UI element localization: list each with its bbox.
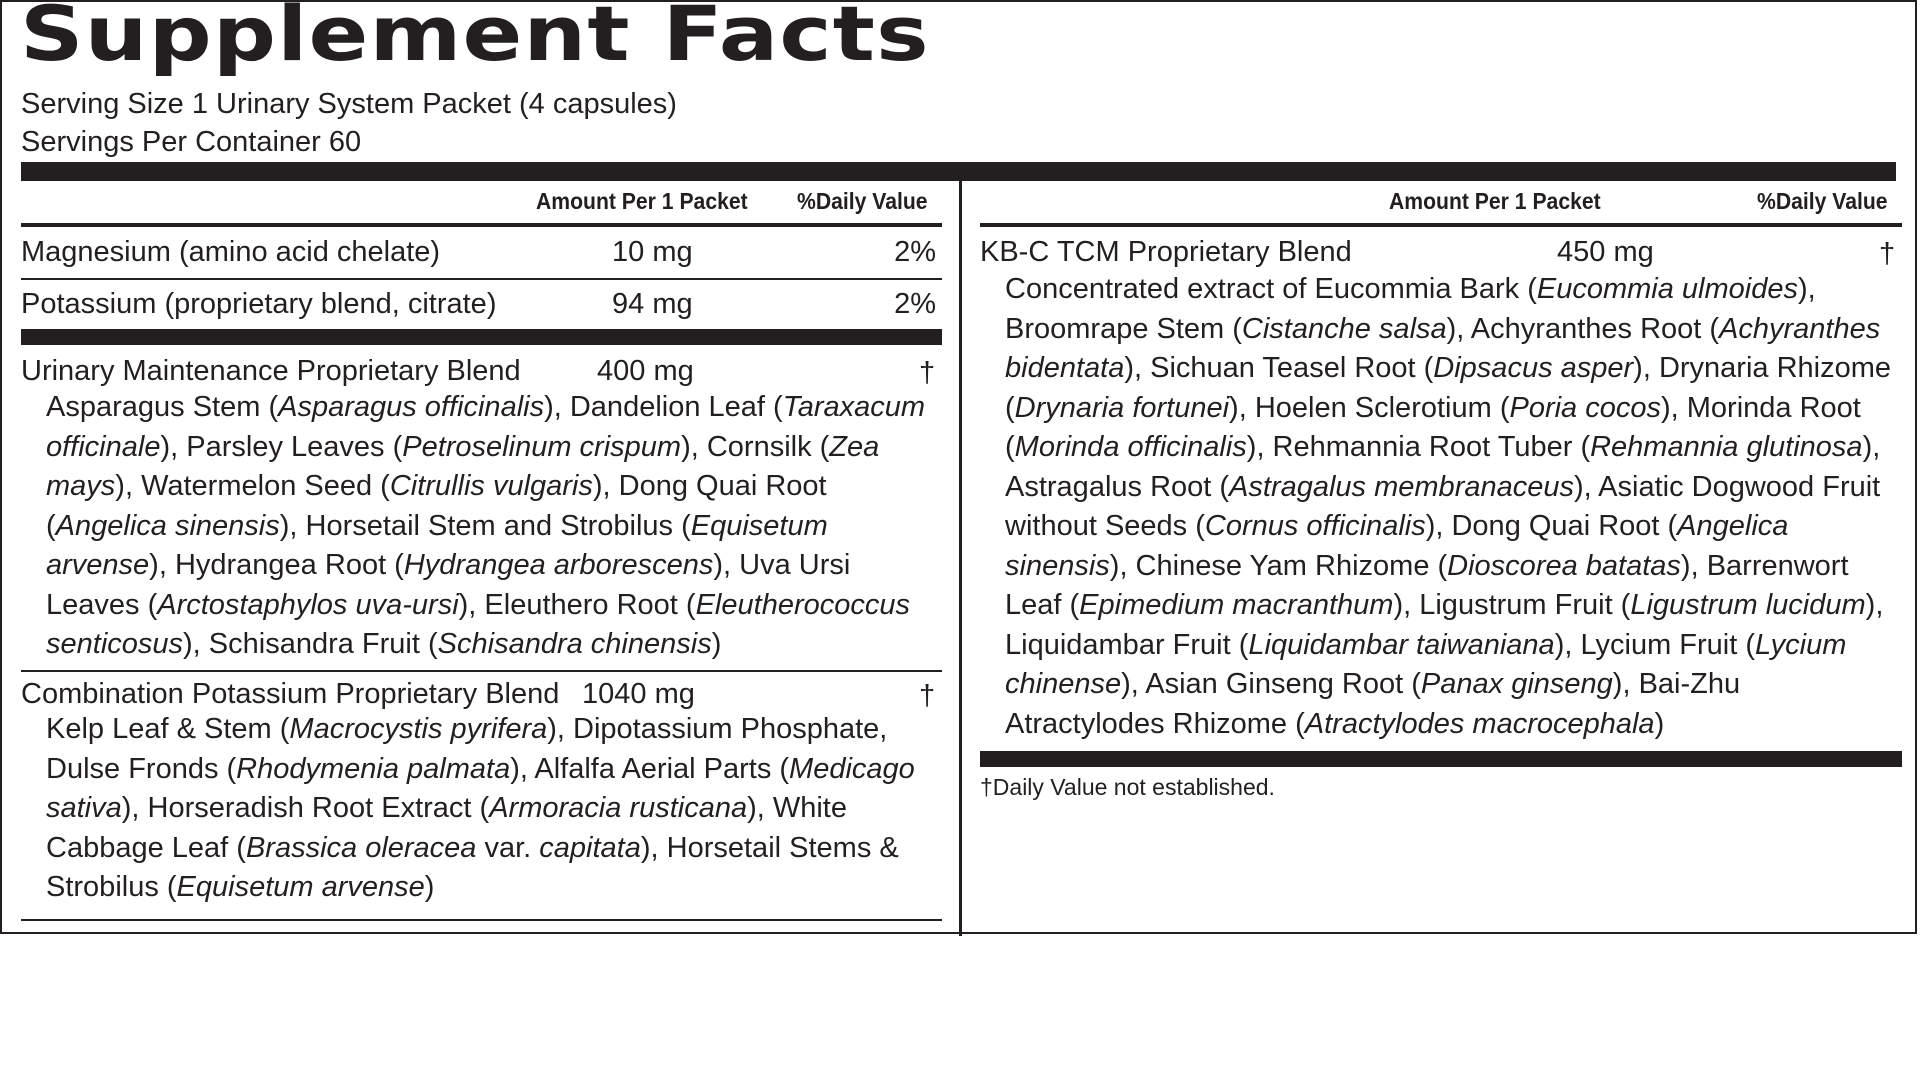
footnote: †Daily Value not established. [980,774,1275,800]
latin-name: Cistanche salsa [1241,312,1447,345]
ingredient-text: ), Hoelen Sclerotium ( [1229,391,1510,424]
latin-name: Armoracia rusticana [489,792,748,824]
latin-name: Atractylodes macrocephala [1304,707,1655,740]
ingredient-text: ), Asiatic Dogwood Fruit without Seeds ( [1005,470,1881,542]
latin-name: Zea mays [46,430,880,502]
blend-potassium-ingredients [46,710,944,908]
ingredient-text: ) [711,628,722,660]
ingredient-text: ), Dong Quai Root ( [1425,510,1678,542]
latin-name: Morinda officinalis [1014,431,1247,463]
ingredient-text: ), Uva Ursi Leaves ( [46,549,851,621]
row-magnesium-dv: 2% [894,236,936,268]
latin-name: capitata [539,831,641,864]
row-rule [21,278,942,280]
latin-name: Taraxacum officinale [46,391,926,463]
latin-name: Ligustrum lucidum [1630,589,1866,621]
blend-urinary-name: Urinary Maintenance Proprietary Blend [21,355,521,387]
ingredient-text: ), Dandelion Leaf ( [544,391,783,423]
latin-name: Liquidambar taiwaniana [1248,628,1555,661]
ingredient-text: ), Dipotassium Phosphate, Dulse Fronds ( [46,713,888,785]
latin-name: Astragalus membranaceus [1229,470,1574,503]
blend-kbc-dagger: † [1879,238,1896,270]
latin-name: Lycium chinense [1005,628,1847,700]
ingredient-text: ), Horsetail Stems & Strobilus ( [46,831,899,903]
ingredient-text: ) [1654,707,1665,740]
latin-name: Cornus officinalis [1204,510,1426,542]
latin-name: Epimedium macranthum [1079,589,1394,621]
blend-urinary-amount: 400 mg [597,355,694,387]
ingredient-text: ), Achyranthes Root ( [1446,312,1720,345]
row-potassium-name: Potassium (proprietary blend, citrate) [21,288,497,320]
blend-potassium-amount: 1040 mg [582,678,695,710]
blend-kbc-amount: 450 mg [1557,236,1654,268]
ingredient-text: ), Watermelon Seed ( [115,470,390,502]
right-header-rule [980,223,1902,227]
left-amount-header: Amount Per 1 Packet [536,188,748,214]
ingredient-text: ), Alfalfa Aerial Parts ( [510,752,790,785]
latin-name: Equisetum arvense [176,871,425,903]
latin-name: Asparagus officinalis [278,391,545,423]
ingredient-text: ), Asian Ginseng Root ( [1121,668,1421,700]
ingredient-text: ), Hydrangea Root ( [149,549,404,581]
ingredient-text: ), Eleuthero Root ( [458,588,696,621]
blend-urinary-ingredients [46,388,944,665]
blend-rule [21,670,942,672]
blend-potassium-name: Combination Potassium Proprietary Blend [21,678,560,710]
blend-urinary-dagger: † [919,357,936,389]
blend-kbc-ingredients [1005,270,1905,744]
row-potassium-dv: 2% [894,288,936,320]
latin-name: Achyranthes bidentata [1005,312,1881,384]
latin-name: Rehmannia glutinosa [1590,431,1863,463]
ingredient-text: ), Horsetail Stem and Strobilus ( [279,509,691,542]
latin-name: Angelica sinensis [1005,510,1789,582]
blend-potassium-dagger: † [919,680,936,712]
latin-name: Arctostaphylos uva-ursi [157,588,459,621]
left-bottom-rule [21,919,942,921]
latin-name: Poria cocos [1509,391,1661,424]
ingredient-text: ), Chinese Yam Rhizome ( [1109,549,1448,582]
left-thick-bar [21,329,942,345]
ingredient-text: ), White Cabbage Leaf ( [46,792,847,864]
ingredient-text: ), Sichuan Teasel Root ( [1124,352,1434,384]
top-thick-rule [21,162,1896,181]
latin-name: Dipsacus asper [1433,352,1634,384]
latin-name: Equisetum arvense [46,509,828,581]
latin-name: Citrullis vulgaris [389,470,593,502]
ingredient-text: ), Morinda Root ( [1005,391,1861,463]
ingredient-text: Asparagus Stem ( [46,391,279,423]
panel-title: Supplement Facts [20,0,930,78]
ingredient-text: ), Schisandra Fruit ( [183,628,438,660]
ingredient-text: ), Drynaria Rhizome ( [1005,352,1892,424]
row-potassium-amount: 94 mg [612,288,693,320]
blend-kbc-name: KB-C TCM Proprietary Blend [980,236,1352,268]
latin-name: Brassica oleracea [245,831,477,864]
row-magnesium-name: Magnesium (amino acid chelate) [21,236,441,268]
right-amount-header: Amount Per 1 Packet [1389,188,1601,214]
latin-name: Macrocystis pyrifera [289,713,548,745]
serving-size: Serving Size 1 Urinary System Packet (4 capsules) [21,88,677,120]
latin-name: Medicago sativa [46,752,915,824]
latin-name: Angelica sinensis [55,509,280,542]
latin-name: Eleutherococcus senticosus [46,588,910,660]
right-dv-header: %Daily Value [1757,188,1888,214]
latin-name: Schisandra chinensis [437,628,712,660]
latin-name: Rhodymenia palmata [236,752,511,785]
left-dv-header: %Daily Value [797,188,928,214]
latin-name: Petroselinum crispum [402,430,682,463]
servings-per-container: Servings Per Container 60 [21,126,362,158]
ingredient-text: ), Liquidambar Fruit ( [1005,589,1884,661]
ingredient-text: ), Bai-Zhu Atractylodes Rhizome ( [1005,668,1741,740]
ingredient-text: ), Ligustrum Fruit ( [1393,589,1631,621]
latin-name: Panax ginseng [1420,668,1613,700]
ingredient-text: Kelp Leaf & Stem ( [46,713,290,745]
ingredient-text: ), Cornsilk ( [681,430,830,463]
ingredient-text: ), Barrenwort Leaf ( [1005,549,1849,621]
ingredient-text: ), Rehmannia Root Tuber ( [1246,431,1591,463]
row-magnesium-amount: 10 mg [612,236,693,268]
ingredient-text: ), Parsley Leaves ( [160,430,403,463]
left-header-rule [21,223,942,227]
ingredient-text: ), Astragalus Root ( [1005,431,1881,503]
latin-name: Drynaria fortunei [1014,391,1230,424]
column-divider [959,181,962,936]
latin-name: Eucommia ulmoides [1536,273,1798,305]
ingredient-text: ), Horseradish Root Extract ( [121,792,490,824]
latin-name: Hydrangea arborescens [403,549,714,581]
ingredient-text: ), Broomrape Stem ( [1005,273,1816,345]
ingredient-text: ) [424,871,435,903]
right-thick-bar [980,751,1902,767]
ingredient-text: var. [476,831,540,864]
latin-name: Dioscorea batatas [1447,549,1681,582]
ingredient-text: ), Dong Quai Root ( [46,470,827,542]
ingredient-text: Concentrated extract of Eucommia Bark ( [1005,273,1537,305]
ingredient-text: ), Lycium Fruit ( [1554,628,1756,661]
